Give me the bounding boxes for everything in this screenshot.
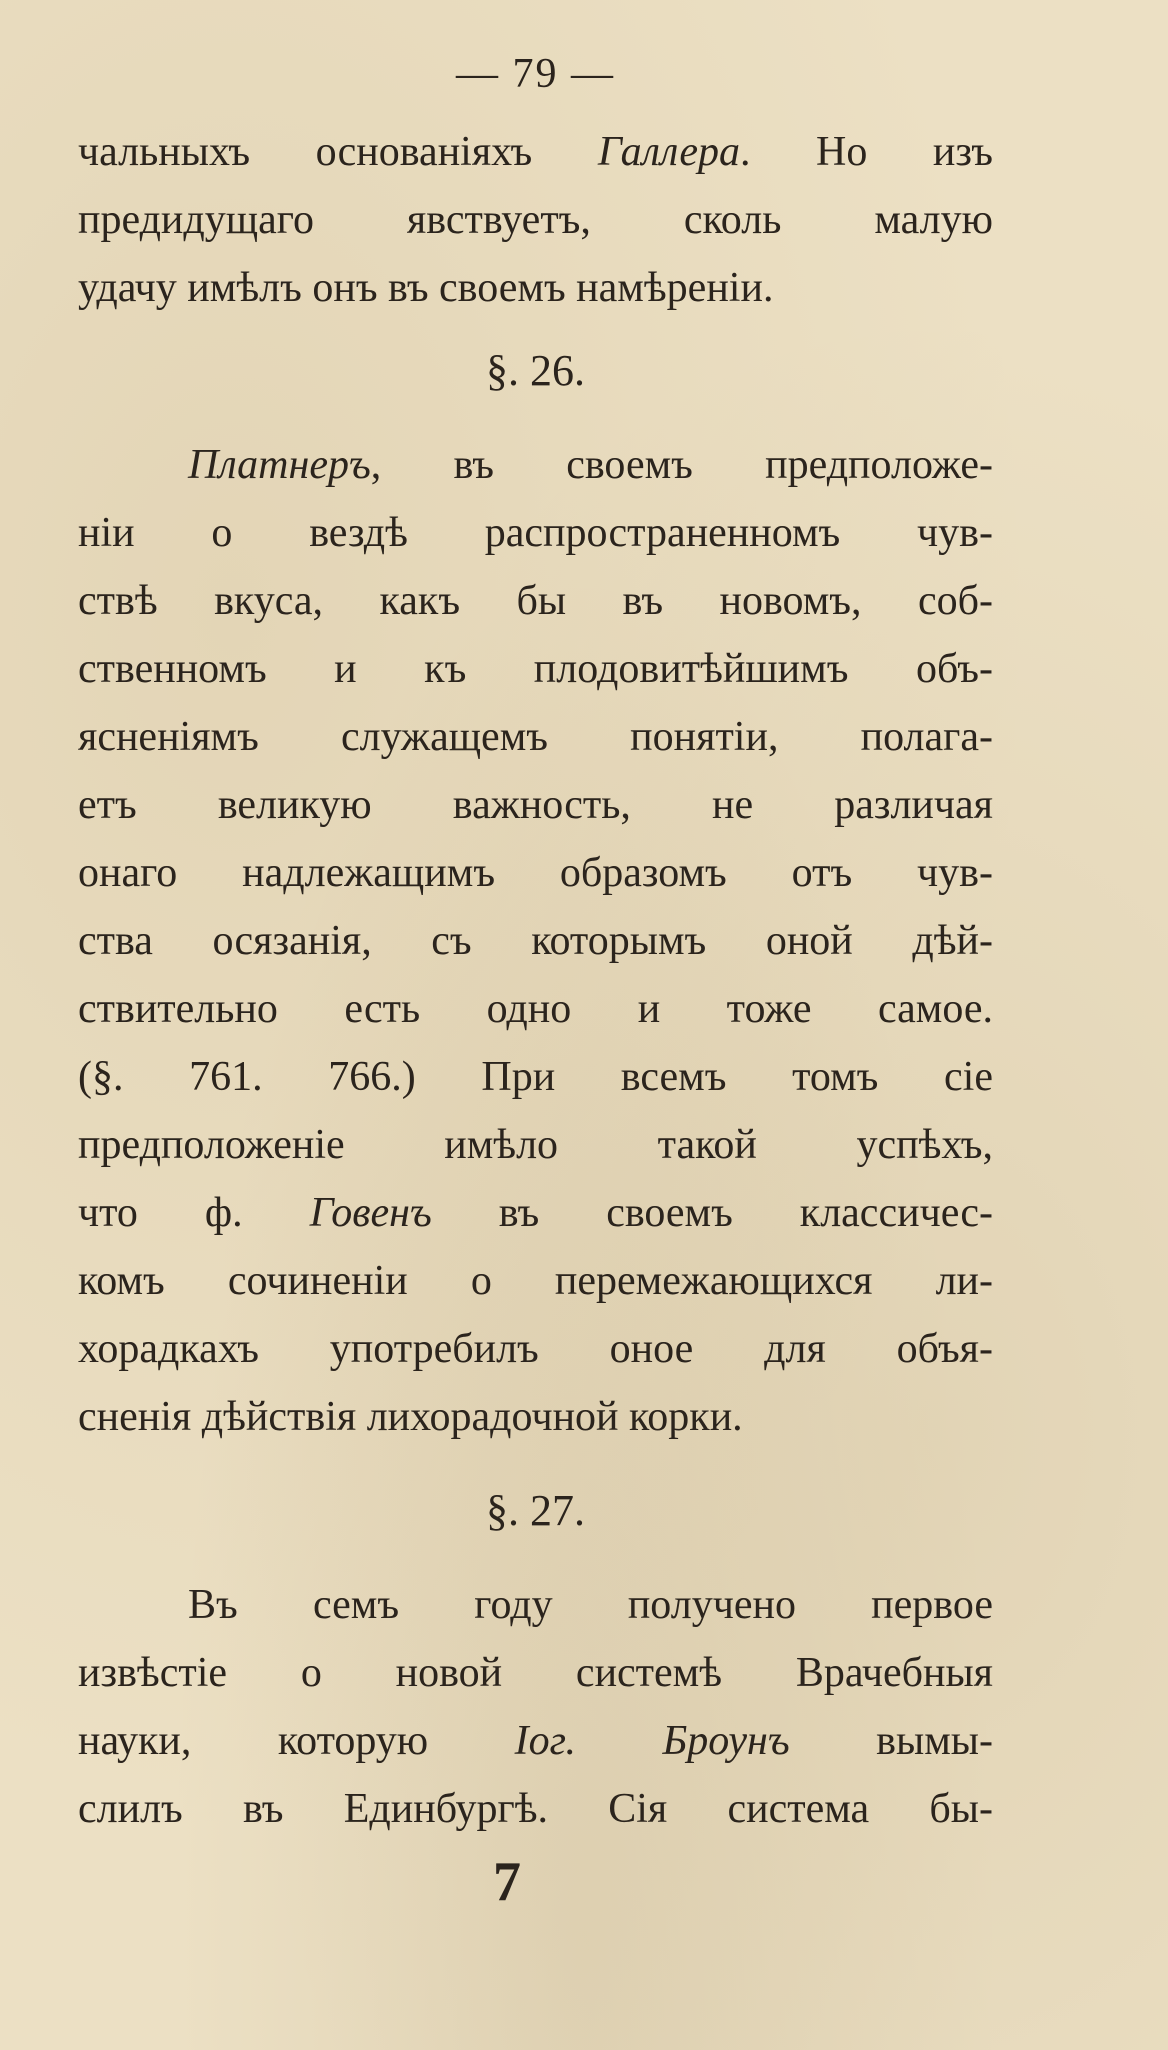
section-heading: §. 26. xyxy=(486,346,585,395)
text-span: . Но изъ xyxy=(740,129,993,175)
text-line: хорадкахъ употребилъ оное для объя- xyxy=(78,1326,993,1372)
text-line: ства осязанія, съ которымъ оной дѣй- xyxy=(78,918,993,964)
text-line xyxy=(78,122,993,182)
text-span: , въ своемъ предположе- xyxy=(370,442,993,488)
text-line: сненія дѣйствія лихорадочной корки. xyxy=(78,1394,743,1440)
text-span: вымы- xyxy=(789,1718,993,1764)
italic-name: Галлера xyxy=(597,129,740,175)
text-line: предидущаго явствуетъ, сколь малую xyxy=(78,197,993,243)
text-span: науки, которую xyxy=(78,1718,515,1764)
text-line: Въ семъ году получено первое xyxy=(188,1582,993,1628)
italic-name: Іог. Броунъ xyxy=(514,1718,790,1764)
page-number: — 79 — xyxy=(456,51,615,97)
section-heading: §. 27. xyxy=(486,1486,585,1535)
text-span: въ своемъ классичес- xyxy=(431,1190,994,1236)
text-line: етъ великую важность, не различая xyxy=(78,782,993,828)
text-line: (§. 761. 766.) При всемъ томъ сіе xyxy=(78,1054,993,1100)
text-line: удачу имѣлъ онъ въ своемъ намѣреніи. xyxy=(78,265,774,311)
text-line: ственномъ и къ плодовитѣйшимъ объ- xyxy=(78,646,993,692)
text-line: ствѣ вкуса, какъ бы въ новомъ, соб- xyxy=(78,578,993,624)
text-line xyxy=(78,435,993,495)
text-line: ніи о вездѣ распространенномъ чув- xyxy=(78,510,993,556)
text-line: слилъ въ Единбургѣ. Сія система бы- xyxy=(78,1786,993,1832)
text-line: предположеніе имѣло такой успѣхъ, xyxy=(78,1122,993,1168)
text-span: что ф. xyxy=(78,1190,310,1236)
text-line xyxy=(78,1711,993,1771)
italic-name: Говенъ xyxy=(309,1190,432,1236)
italic-name: Платнеръ xyxy=(188,442,371,488)
text-line: комъ сочиненіи о перемежающихся ли- xyxy=(78,1258,993,1304)
text-line: ясненіямъ служащемъ понятіи, полага- xyxy=(78,714,993,760)
text-line: онаго надлежащимъ образомъ отъ чув- xyxy=(78,850,993,896)
text-line: извѣстіе о новой системѣ Врачебныя xyxy=(78,1650,993,1696)
text-span: чальныхъ основаніяхъ xyxy=(78,129,598,175)
signature-mark: 7 xyxy=(493,1851,521,1913)
book-page xyxy=(78,50,993,2010)
text-line: ствительно есть одно и тоже самое. xyxy=(78,986,993,1032)
text-line xyxy=(78,1183,993,1243)
